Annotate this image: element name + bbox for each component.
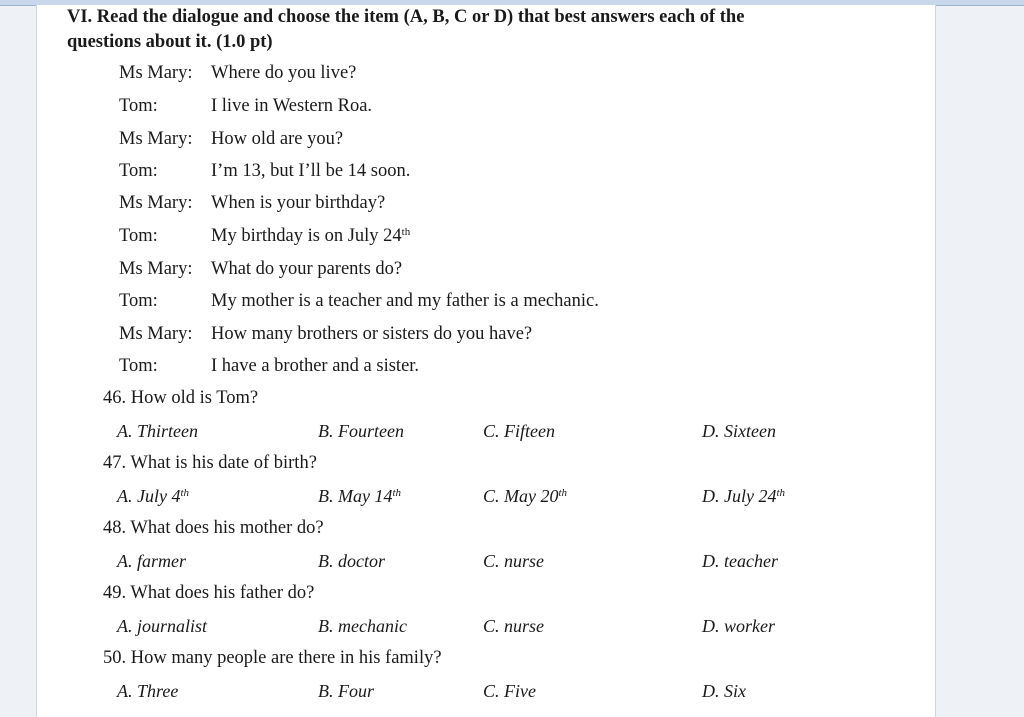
question-50: 50. How many people are there in his family?	[103, 648, 442, 668]
question-46: 46. How old is Tom?	[103, 388, 259, 408]
answer-option-d[interactable]	[702, 550, 778, 572]
answer-option-c[interactable]	[483, 680, 536, 702]
dialogue-text-main: My mother is a teacher and my father is a mechanic.	[211, 291, 599, 311]
dialogue-text-main: How old are you?	[211, 129, 344, 149]
answer-option-label: C. Five	[483, 681, 536, 701]
dialogue-speaker: Ms Mary:	[119, 259, 193, 279]
question-48: 48. What does his mother do?	[103, 518, 324, 538]
answer-option-superscript: th	[776, 487, 786, 499]
answer-option-c[interactable]	[483, 615, 544, 637]
answer-option-superscript: th	[392, 487, 402, 499]
answer-option-a[interactable]	[117, 485, 189, 507]
answer-option-label: A. Three	[117, 681, 179, 701]
dialogue-text-main: What do your parents do?	[211, 259, 403, 279]
dialogue-speaker: Ms Mary:	[119, 129, 193, 149]
answer-option-label: B. mechanic	[318, 616, 407, 636]
question-47: 47. What is his date of birth?	[103, 453, 317, 473]
answer-option-label: A. farmer	[117, 551, 186, 571]
dialogue-text	[211, 355, 419, 377]
answer-option-b[interactable]	[318, 615, 407, 637]
dialogue-text-main: When is your birthday?	[211, 193, 386, 213]
answer-option-d[interactable]	[702, 680, 746, 702]
answer-option-label: D. Sixteen	[702, 421, 776, 441]
answer-option-label: B. Fourteen	[318, 421, 404, 441]
answer-option-label: A. Thirteen	[117, 421, 198, 441]
dialogue-speaker: Ms Mary:	[119, 324, 193, 344]
answer-option-label: B. Four	[318, 681, 374, 701]
answer-option-c[interactable]	[483, 485, 567, 507]
dialogue-speaker: Tom:	[119, 161, 158, 181]
dialogue-speaker: Tom:	[119, 96, 158, 116]
dialogue-text	[211, 192, 385, 214]
dialogue-text	[211, 290, 599, 312]
answer-option-a[interactable]	[117, 550, 186, 572]
dialogue-speaker: Tom:	[119, 356, 158, 376]
dialogue-text	[211, 128, 343, 150]
answer-option-d[interactable]	[702, 420, 776, 442]
heading-line-2: questions about it. (1.0 pt)	[67, 32, 273, 52]
dialogue-text-main: I’m 13, but I’ll be 14 soon.	[211, 161, 411, 181]
dialogue-text	[211, 62, 356, 84]
answer-option-a[interactable]	[117, 680, 178, 702]
answer-option-label: D. July 24	[702, 486, 777, 506]
dialogue-text-main: Where do you live?	[211, 63, 357, 83]
dialogue-text	[211, 258, 402, 280]
answer-option-label: A. journalist	[117, 616, 208, 636]
answer-option-label: B. doctor	[318, 551, 385, 571]
answer-option-d[interactable]	[702, 615, 775, 637]
heading-line-1: VI. Read the dialogue and choose the item (A, B, C or D) that best answers each of the	[67, 7, 745, 27]
section-heading	[67, 5, 867, 55]
dialogue-text	[211, 323, 532, 345]
answer-option-label: C. May 20	[483, 486, 559, 506]
dialogue-speaker: Tom:	[119, 291, 158, 311]
answer-option-c[interactable]	[483, 550, 544, 572]
answer-option-b[interactable]	[318, 420, 404, 442]
dialogue-text-superscript: th	[401, 226, 411, 238]
dialogue-text-main: My birthday is on July 24	[211, 226, 402, 246]
answer-option-a[interactable]	[117, 420, 198, 442]
answer-option-b[interactable]	[318, 550, 385, 572]
dialogue-speaker: Ms Mary:	[119, 193, 193, 213]
dialogue-text	[211, 160, 410, 182]
dialogue-text-main: I live in Western Roa.	[211, 96, 373, 116]
dialogue-text-main: How many brothers or sisters do you have?	[211, 324, 533, 344]
answer-option-label: D. worker	[702, 616, 775, 636]
dialogue-text	[211, 95, 372, 117]
document-page	[36, 5, 936, 717]
answer-option-a[interactable]	[117, 615, 207, 637]
answer-option-label: C. nurse	[483, 616, 545, 636]
question-49: 49. What does his father do?	[103, 583, 315, 603]
answer-option-c[interactable]	[483, 420, 555, 442]
answer-option-label: D. teacher	[702, 551, 778, 571]
answer-option-superscript: th	[558, 487, 568, 499]
answer-option-b[interactable]	[318, 485, 401, 507]
dialogue-speaker: Ms Mary:	[119, 63, 193, 83]
answer-option-superscript: th	[180, 487, 190, 499]
dialogue-text	[211, 225, 410, 247]
answer-option-label: D. Six	[702, 681, 746, 701]
dialogue-text-main: I have a brother and a sister.	[211, 356, 420, 376]
answer-option-b[interactable]	[318, 680, 374, 702]
answer-option-label: C. nurse	[483, 551, 545, 571]
answer-option-d[interactable]	[702, 485, 785, 507]
answer-option-label: A. July 4	[117, 486, 181, 506]
dialogue-speaker: Tom:	[119, 226, 158, 246]
answer-option-label: C. Fifteen	[483, 421, 555, 441]
answer-option-label: B. May 14	[318, 486, 393, 506]
